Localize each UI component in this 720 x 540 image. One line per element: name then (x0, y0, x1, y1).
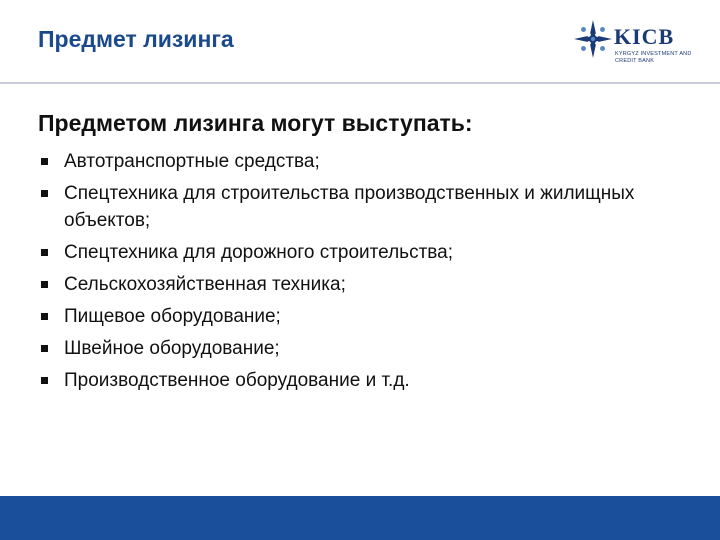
square-bullet-icon (41, 190, 48, 197)
square-bullet-icon (41, 281, 48, 288)
square-bullet-icon (41, 313, 48, 320)
footer-bar (0, 496, 720, 540)
square-bullet-icon (41, 345, 48, 352)
list-item-text: Сельскохозяйственная техника; (64, 274, 346, 295)
list-item (38, 367, 698, 394)
list-item-text: Спецтехника для строительства производственных и жилищных объектов; (64, 183, 635, 231)
logo-tagline: KYRGYZ INVESTMENT AND CREDIT BANK (615, 51, 692, 64)
list-item (38, 271, 698, 298)
list-item-text: Швейное оборудование; (64, 338, 280, 359)
kicb-star-icon (574, 20, 612, 58)
list-item-text: Пищевое оборудование; (64, 306, 281, 327)
list-item (38, 148, 698, 175)
lead-heading: Предметом лизинга могут выступать: (38, 110, 473, 136)
list-item-text: Производственное оборудование и т.д. (64, 370, 410, 391)
bank-logo (574, 18, 696, 70)
list-item (38, 335, 698, 362)
list-item-text: Автотранспортные средства; (64, 151, 320, 172)
square-bullet-icon (41, 377, 48, 384)
list-item (38, 180, 698, 234)
header-divider (0, 82, 720, 84)
list-item (38, 303, 698, 330)
page-title: Предмет лизинга (38, 26, 234, 52)
square-bullet-icon (41, 158, 48, 165)
leasing-items-list (38, 148, 698, 399)
square-bullet-icon (41, 249, 48, 256)
logo-wordmark: KICB (614, 24, 675, 49)
list-item-text: Спецтехника для дорожного строительства; (64, 242, 454, 263)
list-item (38, 239, 698, 266)
